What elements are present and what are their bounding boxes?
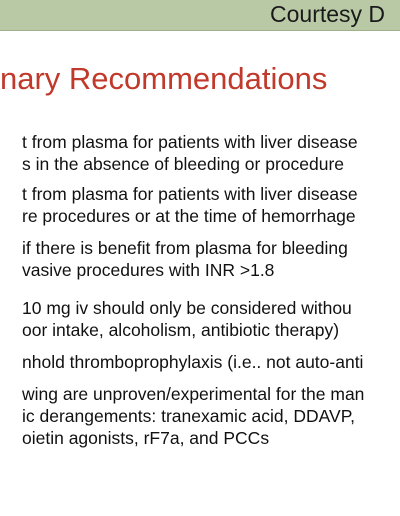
bullet-4-line-1: 10 mg iv should only be considered withou [22, 298, 352, 318]
slide-title: nary Recommendations [0, 61, 328, 96]
bullet-3-line-2: vasive procedures with INR >1.8 [22, 260, 275, 280]
bullet-6-line-1: wing are unproven/experimental for the man [22, 384, 365, 404]
bullet-2-line-1: t from plasma for patients with liver disease [22, 184, 358, 204]
bullet-6-line-2: ic derangements: tranexamic acid, DDAVP, [22, 406, 355, 426]
bullet-6-line-3: oietin agonists, rF7a, and PCCs [22, 428, 270, 448]
bullet-1-line-1: t from plasma for patients with liver disease [22, 132, 358, 152]
bullet-2-line-2: re procedures or at the time of hemorrhage [22, 206, 356, 226]
bullet-5-line-1: nhold thromboprophylaxis (i.e.. not auto-anti [22, 352, 364, 372]
courtesy-text: Courtesy D [270, 1, 386, 27]
bullet-3-line-1: if there is benefit from plasma for bleeding [22, 238, 348, 258]
bullet-1-line-2: s in the absence of bleeding or procedure [22, 154, 345, 174]
bullet-4-line-2: oor intake, alcoholism, antibiotic therapy) [22, 320, 340, 340]
